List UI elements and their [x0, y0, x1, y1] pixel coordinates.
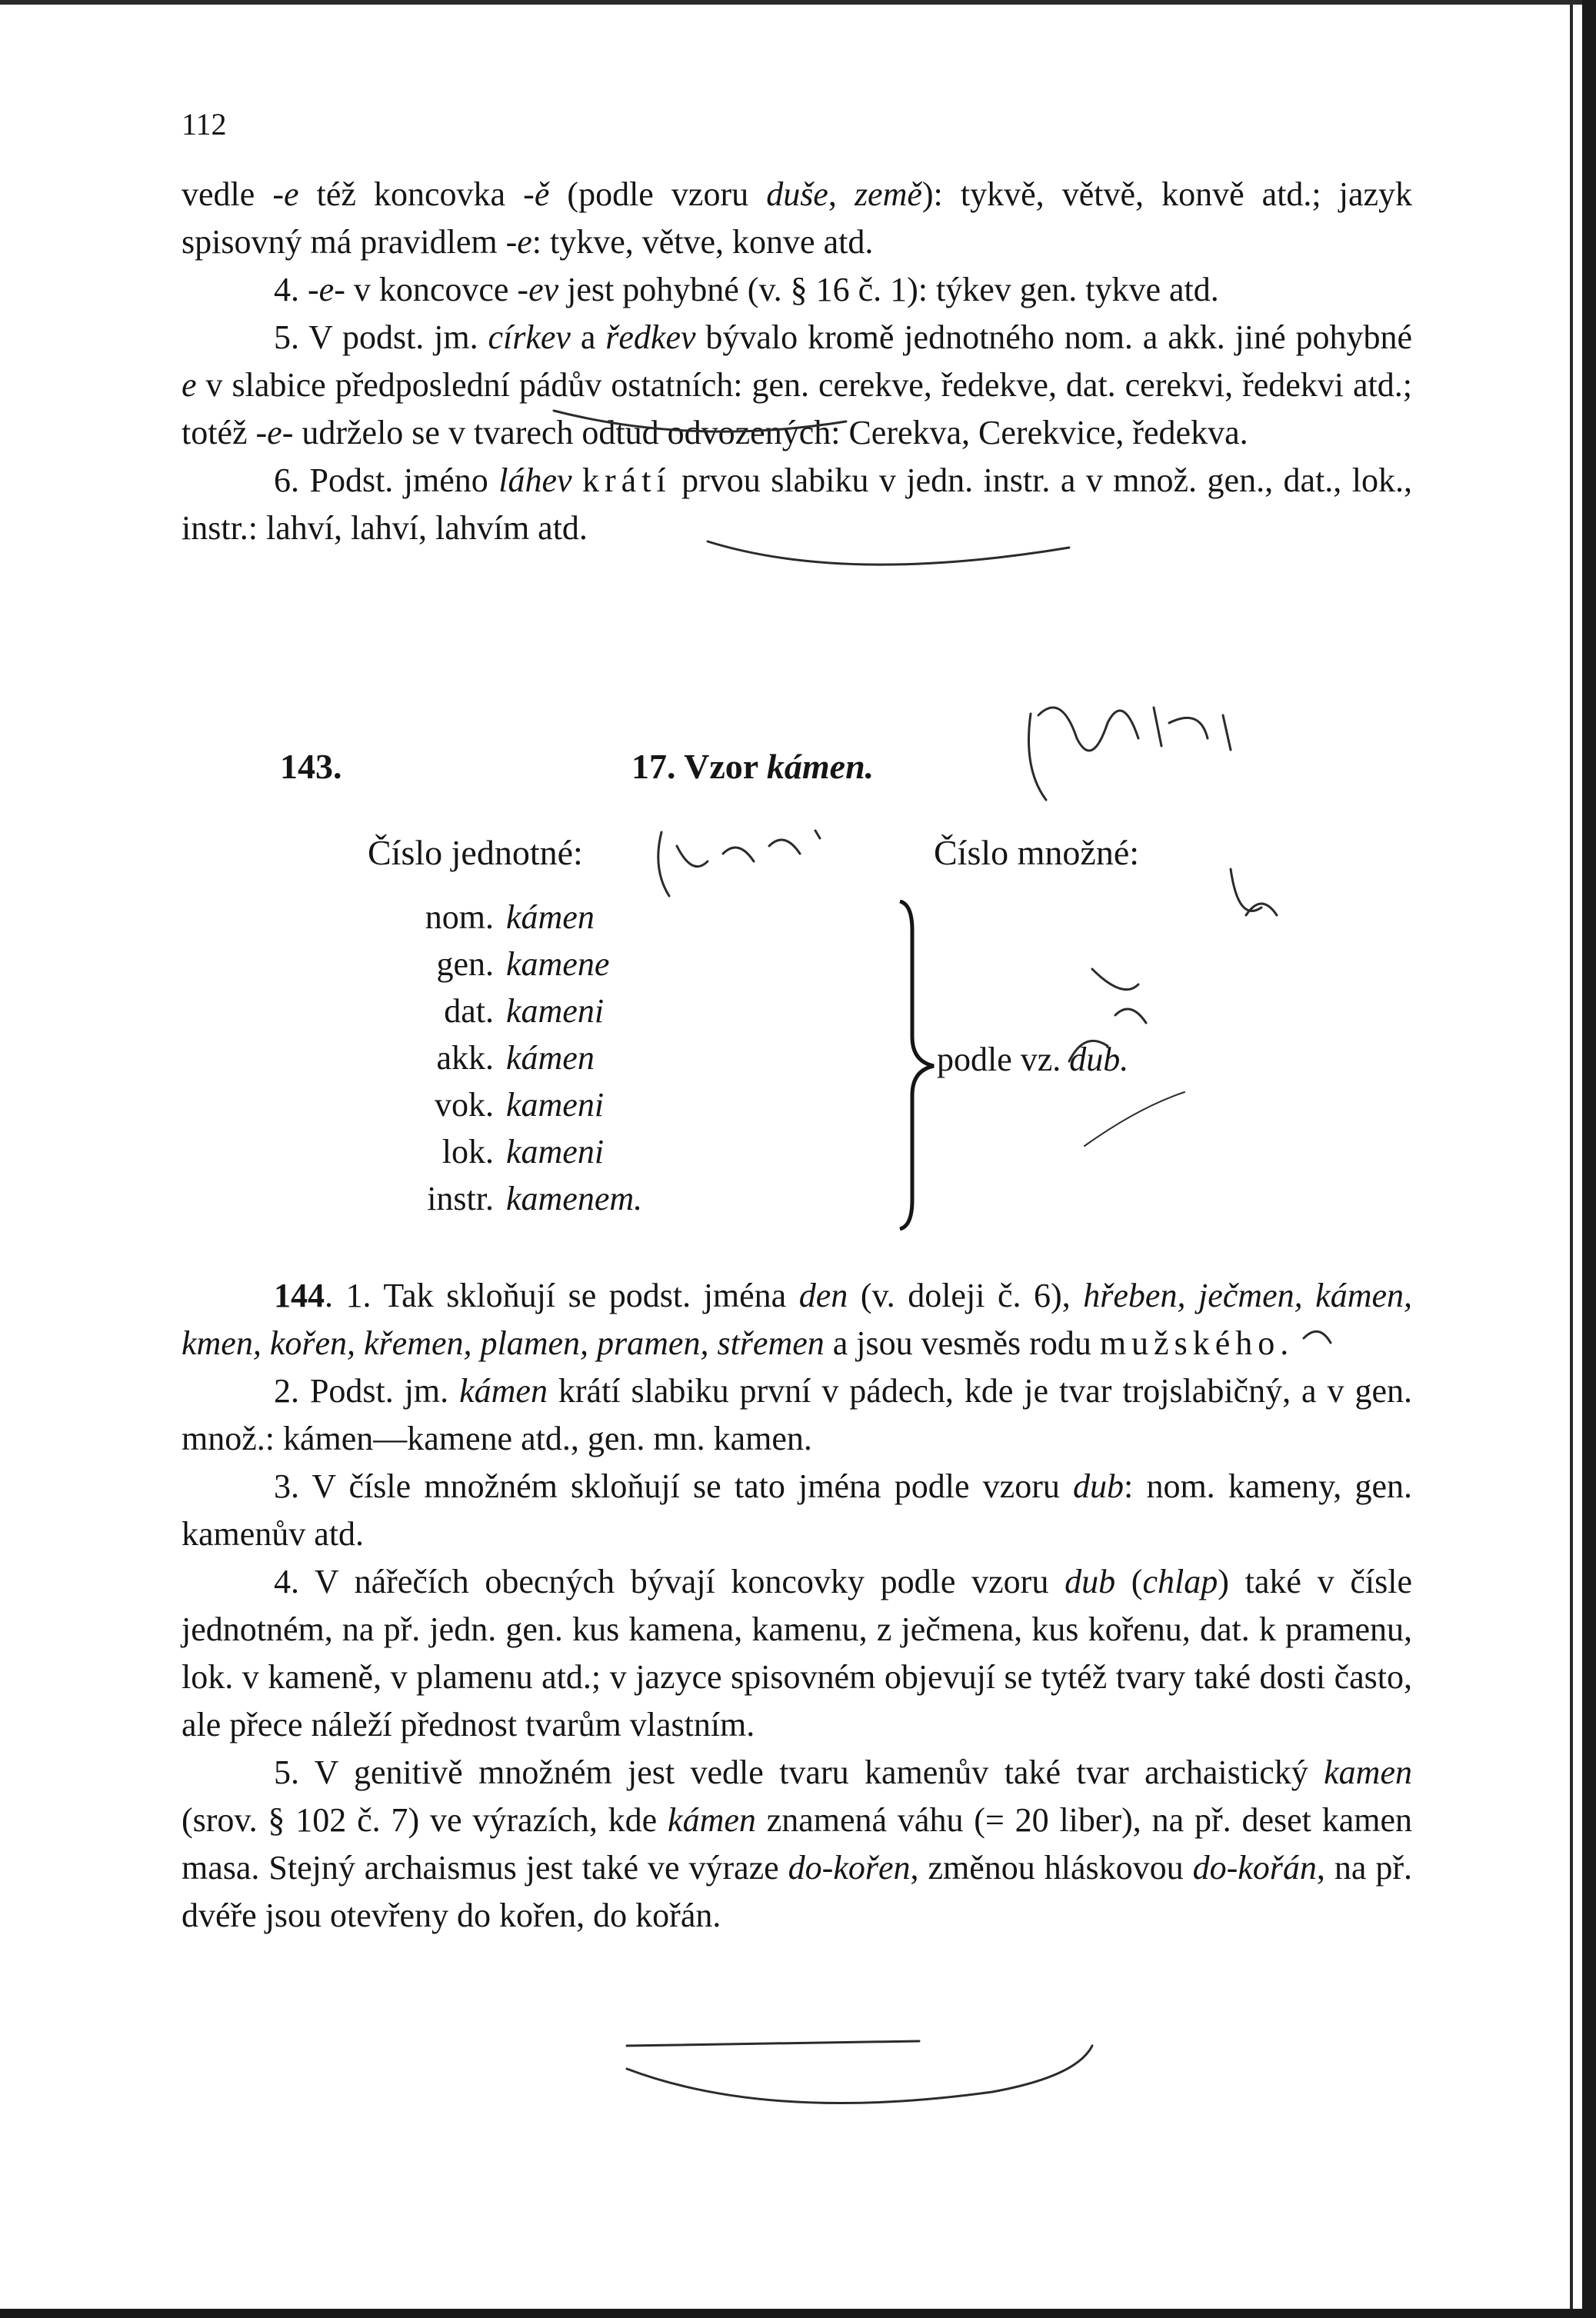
- paragraph-p2: [182, 266, 1412, 314]
- text-run: ,: [828, 175, 855, 213]
- page-number: 112: [182, 107, 227, 142]
- text-block-upper: [182, 171, 1412, 552]
- brace-icon: [895, 900, 941, 1231]
- case-label: lok.: [441, 1133, 494, 1171]
- declension-row: [362, 1128, 642, 1175]
- text-run: .: [1280, 1324, 1289, 1362]
- case-label: instr.: [427, 1180, 494, 1217]
- case-label: akk.: [436, 1039, 494, 1077]
- text-run: 144: [274, 1277, 325, 1314]
- text-run: vedle -: [182, 175, 285, 213]
- scan-edge-line: [1570, 0, 1573, 2318]
- text-run: duše: [766, 175, 828, 213]
- text-run: do-kořán: [1192, 1849, 1317, 1887]
- case-label: nom.: [425, 898, 494, 936]
- text-run: láhev: [498, 461, 572, 499]
- text-run: 6. Podst. jméno: [274, 461, 499, 499]
- text-run: a: [570, 318, 606, 356]
- text-run: (v. doleji č. 6),: [848, 1277, 1084, 1314]
- plural-label: Číslo množné:: [934, 833, 1140, 872]
- section-title-word: kámen.: [766, 747, 875, 786]
- text-run: 5. V podst. jm.: [274, 318, 488, 356]
- text-run: prvou slabiku v jedn. instr. a v množ. gen., dat., lok., instr.: lahví, lahví, lahvím atd.: [182, 461, 1412, 547]
- text-run: e: [267, 414, 282, 451]
- case-form: kameni: [506, 1086, 605, 1124]
- declension-row: [362, 987, 642, 1034]
- paragraph-q4: [182, 1558, 1412, 1749]
- text-run: ev: [528, 271, 559, 308]
- text-run: e: [517, 223, 532, 261]
- text-run: znamená váhu (= 20 liber), na př. deset kamen masa. Stejný archaismus jest také ve výraze: [182, 1801, 1412, 1887]
- section-number: 143.: [280, 747, 342, 786]
- paragraph-p1: [182, 171, 1412, 266]
- text-run: e: [284, 175, 299, 213]
- text-run: 4. -: [274, 271, 319, 308]
- text-run: e: [318, 271, 335, 308]
- text-run: e: [182, 366, 197, 404]
- text-run: a jsou vesměs rodu: [824, 1324, 1100, 1362]
- scan-edge-right: [1582, 0, 1596, 2318]
- text-run: [572, 461, 582, 499]
- text-run: : nom. kameny, gen. kamenův atd.: [182, 1467, 1413, 1553]
- text-run: krátí: [582, 461, 671, 499]
- text-run: 4. V nářečích obecných bývají koncovky podle vzoru: [274, 1563, 1065, 1600]
- section-title-prefix: 17. Vzor: [631, 747, 767, 786]
- case-form: kámen: [506, 1039, 595, 1077]
- text-run: kámen: [668, 1801, 756, 1839]
- case-label: dat.: [444, 992, 494, 1030]
- text-run: též koncovka -: [298, 175, 535, 213]
- section-heading: [182, 746, 1412, 800]
- text-run: (srov. § 102 č. 7) ve výrazích, kde: [182, 1801, 668, 1839]
- case-form: kamene: [506, 945, 610, 983]
- text-run: 2. Podst. jm.: [274, 1372, 460, 1410]
- text-run: , na př. dvéře jsou otevřeny do kořen, do kořán.: [182, 1849, 1412, 1934]
- text-block-lower: [182, 1272, 1412, 1940]
- paragraph-p3: [182, 314, 1412, 457]
- text-run: hřeben, ječmen, kámen, kmen, kořen, křemen, plamen, pramen, střemen: [182, 1277, 1413, 1362]
- plural-pattern-note: [937, 1040, 1128, 1079]
- paragraph-q5: [182, 1749, 1412, 1940]
- plural-pattern: dub.: [1069, 1041, 1129, 1078]
- scan-edge-bottom: [0, 2309, 1596, 2318]
- text-run: bývalo kromě jednotného nom. a akk. jiné pohybné: [695, 318, 1413, 356]
- text-run: církev: [488, 318, 571, 356]
- text-run: , změnou hláskovou: [910, 1849, 1193, 1887]
- text-run: dub: [1065, 1563, 1116, 1600]
- text-run: ředkev: [605, 318, 696, 356]
- case-form: kameni: [506, 1133, 605, 1171]
- case-form: kámen: [506, 898, 595, 936]
- declension-row: [362, 1034, 642, 1081]
- text-run: 3. V čísle množném skloňují se tato jména podle vzoru: [274, 1467, 1074, 1505]
- text-run: kámen: [459, 1372, 548, 1410]
- declension-table: [362, 894, 642, 1222]
- declension-row: [362, 1175, 642, 1222]
- paragraph-q3: [182, 1463, 1412, 1558]
- plural-text: podle vz.: [937, 1041, 1070, 1078]
- text-run: dub: [1073, 1467, 1125, 1505]
- text-run: - udrželo se v tvarech odtud odvozených: Cerekva, Cerekvice, ředekva.: [282, 414, 1248, 451]
- singular-label: Číslo jednotné:: [368, 833, 583, 872]
- declension-row: [362, 1081, 642, 1128]
- text-run: ě: [534, 175, 550, 213]
- case-label: vok.: [435, 1086, 494, 1124]
- text-run: chlap: [1142, 1563, 1218, 1600]
- text-run: ) také v čísle jednotném, na př. jedn. gen. kus kamena, kamenu, z ječmena, kus kořenu, dat. k pramenu, lok. v kameně, v plamenu atd.; v jazyce spisovném objevují se tytéž tvary také dosti často, ale přece náleží přednost tvarům vlastním.: [182, 1563, 1412, 1743]
- scan-edge-top: [0, 0, 1596, 5]
- case-form: kamenem.: [506, 1180, 643, 1217]
- text-run: : tykve, větve, konve atd.: [531, 223, 874, 261]
- text-run: - v koncovce -: [334, 271, 529, 308]
- text-run: v slabice předposlední pádův ostatních: gen. cerekve, ředekve, dat. cerekvi, ředekvi atd.; totéž -: [182, 366, 1412, 451]
- paragraph-q1: [182, 1272, 1412, 1367]
- text-run: . 1. Tak skloňují se podst. jména: [325, 1277, 799, 1314]
- text-run: kamen: [1324, 1753, 1412, 1791]
- text-run: ): tykvě, větvě, konvě atd.; jazyk spisovný má pravidlem -: [182, 175, 1413, 261]
- text-run: do-kořen: [788, 1849, 911, 1887]
- declension-row: [362, 941, 642, 987]
- paragraph-p4: [182, 457, 1412, 552]
- section-title: [631, 746, 874, 787]
- case-label: gen.: [436, 945, 494, 983]
- text-run: 5. V genitivě množném jest vedle tvaru kamenův také tvar archaistický: [274, 1753, 1324, 1791]
- text-run: den: [798, 1277, 848, 1314]
- text-run: země: [854, 175, 922, 213]
- text-run: krátí slabiku první v pádech, kde je tvar trojslabičný, a v gen. množ.: kámen—kamene atd., gen. mn. kamen.: [182, 1372, 1412, 1457]
- case-form: kameni: [506, 992, 605, 1030]
- text-run: (: [1115, 1563, 1143, 1600]
- text-run: (podle vzoru: [549, 175, 767, 213]
- paragraph-q2: [182, 1367, 1412, 1463]
- declension-row: [362, 894, 642, 941]
- text-run: jest pohybné (v. § 16 č. 1): týkev gen. tykve atd.: [558, 271, 1219, 308]
- text-run: mužského: [1099, 1324, 1281, 1362]
